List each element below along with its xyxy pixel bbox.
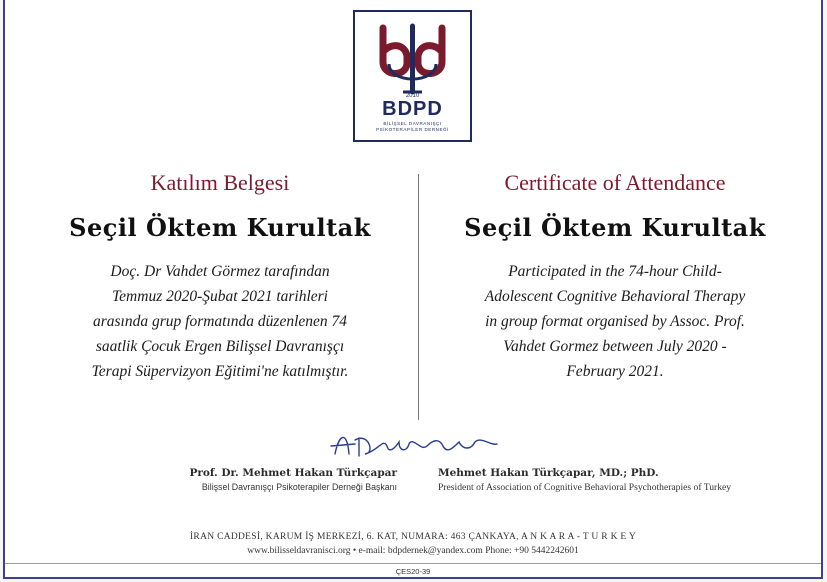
footer-divider [5, 563, 821, 564]
english-body-line: February 2021. [566, 363, 664, 380]
handwritten-signature [325, 424, 505, 464]
logo-wordmark: BDPD [382, 98, 443, 120]
bdpd-logo [353, 10, 472, 142]
footer-address: İRAN CADDESİ, KARUM İŞ MERKEZİ, 6. KAT, NUMARA: 463 ÇANKAYA, A N K A R A - T U R K E Y [189, 532, 637, 542]
logo-subtitle-line-2: PSİKOTERAPİLER DERNEĞİ [376, 127, 449, 132]
logo-subtitle-line-1: BİLİŞSEL DAVRANIŞÇI [383, 121, 442, 126]
turkish-body-line: Temmuz 2020-Şubat 2021 tarihleri [111, 288, 328, 305]
english-body-line: Adolescent Cognitive Behavioral Therapy [484, 288, 746, 305]
logo-year: 2010 [405, 93, 420, 99]
turkish-body [60, 259, 380, 384]
english-column [437, 168, 793, 384]
recipient-name-english: Seçil Öktem Kurultak [464, 213, 766, 242]
signatory-title-english: President of Association of Cognitive Behavioral Psychotherapies of Turkey [438, 482, 732, 493]
english-heading: Certificate of Attendance [504, 170, 726, 195]
footer-contact: www.bilisseldavranisci.org • e-mail: bdpdernek@yandex.com Phone: +90 5442242601 [247, 546, 579, 556]
turkish-body-line: Doç. Dr Vahdet Görmez tarafından [110, 263, 330, 280]
english-body-line: in group format organised by Assoc. Prof. [485, 313, 745, 330]
english-body [437, 259, 793, 384]
column-divider [418, 174, 419, 420]
turkish-heading: Katılım Belgesi [150, 170, 290, 195]
turkish-body-line: arasında grup formatında düzenlenen 74 [92, 313, 348, 330]
english-body-line: Vahdet Gormez between July 2020 - [503, 338, 727, 355]
english-body-line: Participated in the 74-hour Child- [508, 263, 722, 280]
recipient-name-turkish: Seçil Öktem Kurultak [69, 213, 371, 242]
signatory-name-english: Mehmet Hakan Türkçapar, MD.; PhD. [438, 467, 659, 479]
turkish-column [60, 168, 380, 384]
certificate-code: ÇES20-39 [395, 567, 431, 576]
turkish-body-line: saatlik Çocuk Ergen Bilişsel Davranışçı [95, 338, 345, 355]
certificate [3, 0, 823, 579]
signatory-title-turkish: Bilişsel Davranışçı Psikoterapiler Derneği Başkanı [201, 482, 397, 492]
turkish-body-line: Terapi Süpervizyon Eğitimi'ne katılmıştır. [91, 363, 349, 380]
signatory-name-turkish: Prof. Dr. Mehmet Hakan Türkçapar [189, 467, 397, 479]
